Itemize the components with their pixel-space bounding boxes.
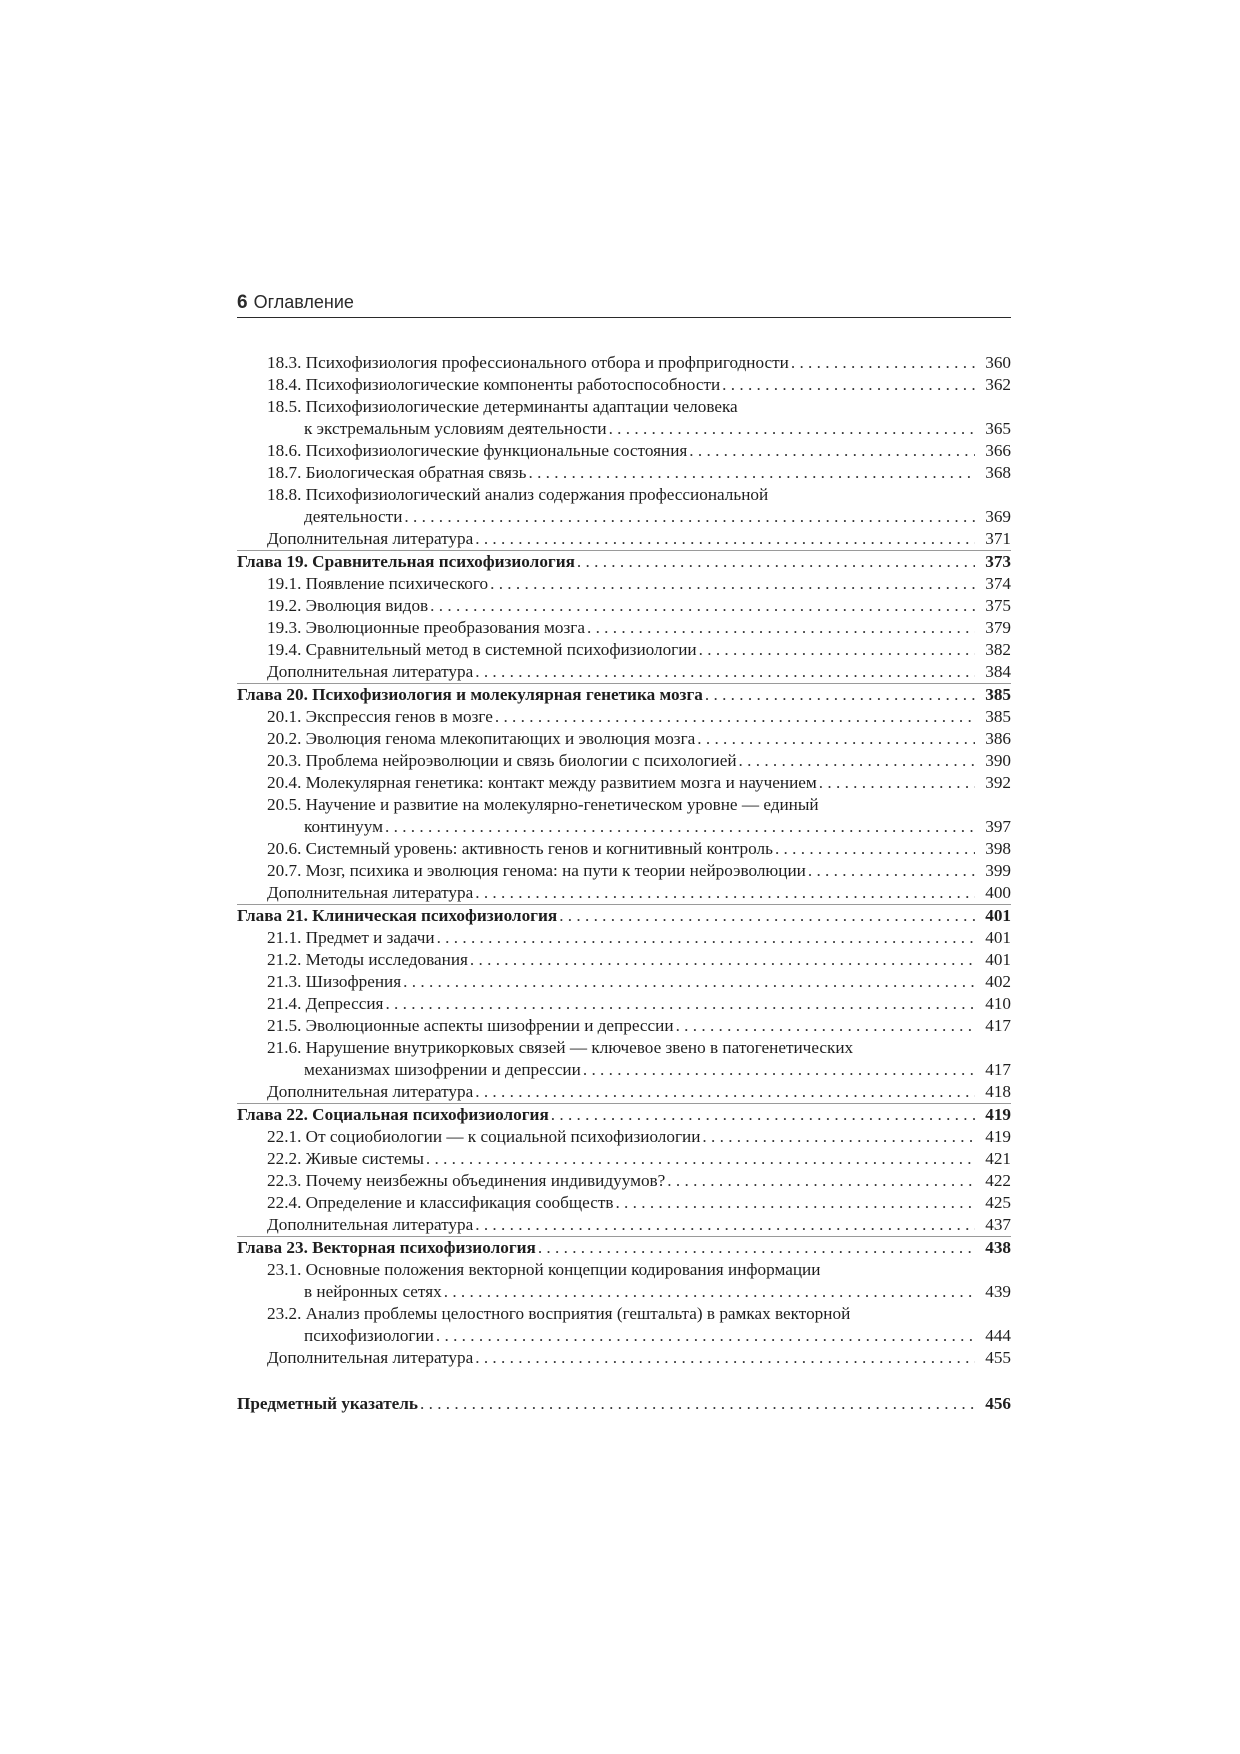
toc-page-number: 456 xyxy=(985,1394,1011,1413)
dot-leader xyxy=(722,374,975,396)
toc-entry-continuation[interactable] xyxy=(237,816,1011,838)
dot-leader xyxy=(697,728,975,750)
dot-leader xyxy=(495,706,975,728)
toc-page-number: 384 xyxy=(985,662,1011,681)
toc-section-entry[interactable] xyxy=(237,1037,1011,1059)
toc-section-entry[interactable] xyxy=(237,993,1011,1015)
toc-entry-title: 19.2. Эволюция видов xyxy=(267,596,429,615)
toc-entry-title: 21.5. Эволюционные аспекты шизофрении и депрессии xyxy=(267,1016,674,1035)
toc-entry-title: Дополнительная литература xyxy=(267,529,474,548)
toc-entry-title: 18.5. Психофизиологические детерминанты адаптации человека xyxy=(267,397,738,416)
toc-entry-continuation[interactable] xyxy=(237,1325,1011,1347)
dot-leader xyxy=(475,1081,975,1103)
toc-section-entry[interactable] xyxy=(237,639,1011,661)
toc-entry-title: 21.1. Предмет и задачи xyxy=(267,928,435,947)
dot-leader xyxy=(702,1126,975,1148)
toc-section-entry[interactable] xyxy=(237,440,1011,462)
toc-entry-title: Глава 20. Психофизиология и молекулярная генетика мозга xyxy=(237,685,703,704)
toc-entry-title: 18.4. Психофизиологические компоненты работоспособности xyxy=(267,375,721,394)
toc-entry-title: Глава 19. Сравнительная психофизиология xyxy=(237,552,575,571)
toc-section-entry[interactable] xyxy=(237,396,1011,418)
toc-entry-title: 20.2. Эволюция генома млекопитающих и эволюция мозга xyxy=(267,729,696,748)
toc-page-number: 398 xyxy=(985,839,1011,858)
toc-entry-title: 21.6. Нарушение внутрикорковых связей — ключевое звено в патогенетических xyxy=(267,1038,854,1057)
toc-entry-title: в нейронных сетях xyxy=(304,1282,442,1301)
dot-leader xyxy=(475,882,975,904)
toc-section-entry[interactable] xyxy=(237,927,1011,949)
dot-leader xyxy=(444,1281,975,1303)
toc-entry-title: 20.7. Мозг, психика и эволюция генома: на пути к теории нейроэволюции xyxy=(267,861,806,880)
toc-entry-title: Предметный указатель xyxy=(237,1394,419,1413)
toc-section-entry[interactable] xyxy=(237,882,1011,904)
toc-entry-title: 20.5. Научение и развитие на молекулярно-генетическом уровне — единый xyxy=(267,795,819,814)
toc-entry-title: 21.3. Шизофрения xyxy=(267,972,402,991)
toc-page-number: 386 xyxy=(985,729,1011,748)
toc-entry-title: 18.8. Психофизиологический анализ содержания профессиональной xyxy=(267,485,769,504)
header-rule xyxy=(237,317,1011,318)
toc-entry-title: механизмах шизофрении и депрессии xyxy=(304,1060,581,1079)
toc-entry-title: деятельности xyxy=(304,507,403,526)
dot-leader xyxy=(528,462,975,484)
toc-entry-title: 21.2. Методы исследования xyxy=(267,950,468,969)
toc-page-number: 374 xyxy=(985,574,1011,593)
dot-leader xyxy=(583,1059,975,1081)
toc-section-entry[interactable] xyxy=(237,528,1011,550)
toc-entry-title: 20.4. Молекулярная генетика: контакт между развитием мозга и научением xyxy=(267,773,817,792)
dot-leader xyxy=(420,1393,975,1415)
toc-page-number: 371 xyxy=(985,529,1011,548)
toc-entry-title: континуум xyxy=(304,817,384,836)
toc-entry-title: 19.4. Сравнительный метод в системной психофизиологии xyxy=(267,640,697,659)
toc-section-entry[interactable] xyxy=(237,728,1011,750)
toc-page-number: 373 xyxy=(985,552,1011,571)
toc-entry-title: Глава 22. Социальная психофизиология xyxy=(237,1105,549,1124)
toc-page-number: 417 xyxy=(985,1060,1011,1079)
dot-leader xyxy=(475,528,975,550)
toc-section-entry[interactable] xyxy=(237,1081,1011,1103)
toc-page-number: 385 xyxy=(985,707,1011,726)
toc-chapter-entry[interactable] xyxy=(237,1104,1011,1126)
toc-section-entry[interactable] xyxy=(237,1015,1011,1037)
toc-entry-title: Глава 23. Векторная психофизиология xyxy=(237,1238,536,1257)
dot-leader xyxy=(475,1214,975,1236)
toc-page-number: 425 xyxy=(985,1193,1011,1212)
dot-leader xyxy=(385,993,975,1015)
toc-section-entry[interactable] xyxy=(237,949,1011,971)
toc-section-entry[interactable] xyxy=(237,794,1011,816)
dot-leader xyxy=(403,971,975,993)
toc-page-number: 379 xyxy=(985,618,1011,637)
running-title: Оглавление xyxy=(253,292,354,312)
dot-leader xyxy=(475,1347,975,1369)
toc-entry-title: 22.4. Определение и классификация сообществ xyxy=(267,1193,614,1212)
toc-page-number: 438 xyxy=(985,1238,1011,1257)
toc-page-number: 401 xyxy=(985,950,1011,969)
toc-entry-title: Дополнительная литература xyxy=(267,883,474,902)
toc-entry-continuation[interactable] xyxy=(237,506,1011,528)
toc-section-entry[interactable] xyxy=(237,595,1011,617)
dot-leader xyxy=(791,352,975,374)
toc-entry-title: 20.1. Экспрессия генов в мозге xyxy=(267,707,493,726)
dot-leader xyxy=(819,772,975,794)
toc-entry-title: 19.3. Эволюционные преобразования мозга xyxy=(267,618,585,637)
toc-entry-title: Дополнительная литература xyxy=(267,1348,474,1367)
toc-entry-title: Глава 21. Клиническая психофизиология xyxy=(237,906,558,925)
toc-entry-title: 18.3. Психофизиология профессионального отбора и профпригодности xyxy=(267,353,789,372)
toc-page-number: 362 xyxy=(985,375,1011,394)
toc-section-entry[interactable] xyxy=(237,1214,1011,1236)
dot-leader xyxy=(667,1170,975,1192)
toc-entry-title: 22.2. Живые системы xyxy=(267,1149,424,1168)
dot-leader xyxy=(577,551,975,573)
dot-leader xyxy=(615,1192,975,1214)
dot-leader xyxy=(437,927,975,949)
toc-entry-title: Дополнительная литература xyxy=(267,662,474,681)
dot-leader xyxy=(426,1148,975,1170)
toc-page-number: 360 xyxy=(985,353,1011,372)
dot-leader xyxy=(609,418,975,440)
toc-entry-title: 18.7. Биологическая обратная связь xyxy=(267,463,527,482)
dot-leader xyxy=(404,506,975,528)
dot-leader xyxy=(699,639,975,661)
toc-page-number: 400 xyxy=(985,883,1011,902)
toc-entry-title: 18.6. Психофизиологические функциональные состояния xyxy=(267,441,688,460)
dot-leader xyxy=(430,595,975,617)
toc-page-number: 375 xyxy=(985,596,1011,615)
toc-page-number: 382 xyxy=(985,640,1011,659)
dot-leader xyxy=(689,440,975,462)
toc-section-entry[interactable] xyxy=(237,462,1011,484)
dot-leader xyxy=(551,1104,975,1126)
dot-leader xyxy=(739,750,975,772)
toc-entry-title: 20.3. Проблема нейроэволюции и связь биологии с психологией xyxy=(267,751,737,770)
toc-entry-continuation[interactable] xyxy=(237,1059,1011,1081)
toc-page-number: 399 xyxy=(985,861,1011,880)
toc-section-entry[interactable] xyxy=(237,1148,1011,1170)
dot-leader xyxy=(775,838,975,860)
toc-entry-title: 23.2. Анализ проблемы целостного восприятия (гештальта) в рамках векторной xyxy=(267,1304,851,1323)
dot-leader xyxy=(538,1237,975,1259)
toc-entry-title: психофизиологии xyxy=(304,1326,434,1345)
toc-page-number: 410 xyxy=(985,994,1011,1013)
toc-section-entry[interactable] xyxy=(237,374,1011,396)
dot-leader xyxy=(559,905,975,927)
spacer xyxy=(237,1369,1011,1393)
toc-page-number: 401 xyxy=(985,928,1011,947)
toc-section-entry[interactable] xyxy=(237,750,1011,772)
toc-page-number: 418 xyxy=(985,1082,1011,1101)
toc-page-number: 419 xyxy=(985,1127,1011,1146)
toc-section-entry[interactable] xyxy=(237,573,1011,595)
dot-leader xyxy=(470,949,975,971)
toc-page-number: 422 xyxy=(985,1171,1011,1190)
toc-section-entry[interactable] xyxy=(237,617,1011,639)
toc-entry-title: 23.1. Основные положения векторной концепции кодирования информации xyxy=(267,1260,821,1279)
toc-page-number: 437 xyxy=(985,1215,1011,1234)
toc-entry-title: к экстремальным условиям деятельности xyxy=(304,419,607,438)
toc-section-entry[interactable] xyxy=(237,706,1011,728)
toc-chapter-entry[interactable] xyxy=(237,1237,1011,1259)
toc-entry-title: 19.1. Появление психического xyxy=(267,574,489,593)
toc-page-number: 369 xyxy=(985,507,1011,526)
toc-page-number: 392 xyxy=(985,773,1011,792)
running-head xyxy=(237,288,1011,316)
dot-leader xyxy=(385,816,975,838)
toc-section-entry[interactable] xyxy=(237,1259,1011,1281)
toc-entry-continuation[interactable] xyxy=(237,1281,1011,1303)
toc-entry-title: 22.3. Почему неизбежны объединения индивидуумов? xyxy=(267,1171,666,1190)
toc-section-entry[interactable] xyxy=(237,661,1011,683)
toc-entry-title: 22.1. От социобиологии — к социальной психофизиологии xyxy=(267,1127,701,1146)
dot-leader xyxy=(676,1015,975,1037)
toc-page-number: 439 xyxy=(985,1282,1011,1301)
toc-page-number: 402 xyxy=(985,972,1011,991)
toc-page-number: 401 xyxy=(985,906,1011,925)
toc-chapter-entry[interactable] xyxy=(237,684,1011,706)
toc-section-entry[interactable] xyxy=(237,1192,1011,1214)
toc-entry-title: Дополнительная литература xyxy=(267,1082,474,1101)
toc-section-entry[interactable] xyxy=(237,772,1011,794)
dot-leader xyxy=(490,573,975,595)
table-of-contents xyxy=(237,352,1011,1415)
dot-leader xyxy=(705,684,975,706)
toc-page-number: 444 xyxy=(985,1326,1011,1345)
toc-page-number: 421 xyxy=(985,1149,1011,1168)
toc-page-number: 455 xyxy=(985,1348,1011,1367)
toc-chapter-entry[interactable] xyxy=(237,1393,1011,1415)
page-number: 6 xyxy=(237,292,248,313)
toc-section-entry[interactable] xyxy=(237,838,1011,860)
toc-page-number: 365 xyxy=(985,419,1011,438)
toc-section-entry[interactable] xyxy=(237,1170,1011,1192)
toc-page-number: 385 xyxy=(985,685,1011,704)
toc-entry-title: 20.6. Системный уровень: активность генов и когнитивный контроль xyxy=(267,839,773,858)
dot-leader xyxy=(436,1325,975,1347)
toc-chapter-entry[interactable] xyxy=(237,551,1011,573)
toc-entry-continuation[interactable] xyxy=(237,418,1011,440)
toc-section-entry[interactable] xyxy=(237,860,1011,882)
toc-page-number: 417 xyxy=(985,1016,1011,1035)
toc-section-entry[interactable] xyxy=(237,1303,1011,1325)
toc-entry-title: Дополнительная литература xyxy=(267,1215,474,1234)
toc-page-number: 390 xyxy=(985,751,1011,770)
dot-leader xyxy=(475,661,975,683)
dot-leader xyxy=(587,617,975,639)
toc-entry-title: 21.4. Депрессия xyxy=(267,994,384,1013)
toc-section-entry[interactable] xyxy=(237,352,1011,374)
toc-section-entry[interactable] xyxy=(237,1126,1011,1148)
dot-leader xyxy=(808,860,975,882)
toc-section-entry[interactable] xyxy=(237,971,1011,993)
toc-chapter-entry[interactable] xyxy=(237,905,1011,927)
toc-page-number: 366 xyxy=(985,441,1011,460)
toc-page-number: 397 xyxy=(985,817,1011,836)
toc-section-entry[interactable] xyxy=(237,484,1011,506)
toc-page-number: 419 xyxy=(985,1105,1011,1124)
toc-section-entry[interactable] xyxy=(237,1347,1011,1369)
toc-page-number: 368 xyxy=(985,463,1011,482)
